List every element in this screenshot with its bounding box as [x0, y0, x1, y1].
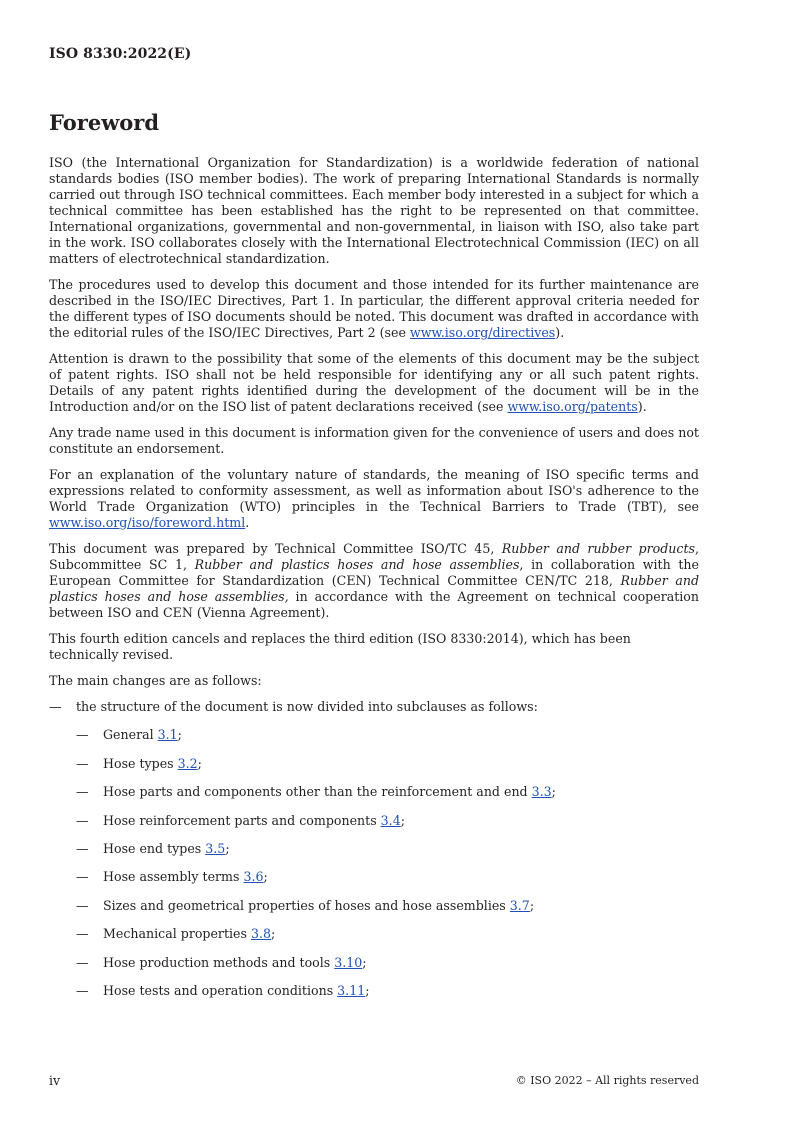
dash-bullet: — — [76, 982, 89, 998]
dash-bullet: — — [76, 954, 89, 970]
paragraph-patents: Attention is drawn to the possibility that some of the elements of this document may be the subject of patent rights. ISO shall not be held responsible for identifying any or all such patent rights. Details of any patent rights identified during the development of the document will be in the Introduction and/or on the ISO list of patent declarations received (see www.iso.org/patents). — [49, 351, 699, 414]
paragraph-trade-name: Any trade name used in this document is information given for the convenience of users and does not constitute an endorsement. — [49, 425, 699, 456]
link-patents[interactable]: www.iso.org/patents — [507, 399, 638, 414]
dash-bullet: — — [76, 897, 89, 913]
subclause-punctuation: ; — [551, 784, 556, 800]
subclause-label: Hose assembly terms — [103, 869, 244, 885]
list-item — [76, 813, 699, 829]
subclause-link[interactable]: 3.2 — [177, 755, 198, 771]
dash-bullet: — — [76, 784, 89, 800]
list-item — [76, 983, 699, 999]
foreword-body — [49, 155, 699, 1011]
subclause-label: General — [103, 727, 158, 743]
dash-bullet: — — [76, 755, 89, 771]
dash-bullet: — — [76, 926, 89, 942]
subclause-list — [76, 727, 699, 999]
subclause-punctuation: ; — [263, 869, 268, 885]
subclause-label: Mechanical properties — [103, 926, 251, 942]
subclause-punctuation: ; — [177, 727, 182, 743]
document-header-id: ISO 8330:2022(E) — [49, 46, 192, 62]
subclause-link[interactable]: 3.6 — [243, 869, 264, 885]
list-item — [76, 841, 699, 857]
paragraph-voluntary-nature: For an explanation of the voluntary nature of standards, the meaning of ISO specific terms and expressions related to conformity assessment, as well as information about ISO's adherence to the World Trade Organization (WTO) principles in the Technical Barriers to Trade (TBT), see www.iso.org/iso/foreword.html. — [49, 467, 699, 530]
subclause-link[interactable]: 3.7 — [509, 897, 530, 913]
dash-bullet: — — [49, 699, 62, 714]
subclause-label: Hose parts and components other than the reinforcement and end — [103, 784, 532, 800]
subclause-label: Hose production methods and tools — [103, 954, 335, 970]
list-item — [76, 784, 699, 800]
paragraph-main-changes: The main changes are as follows: — [49, 673, 262, 688]
list-item — [76, 756, 699, 772]
paragraph-prepared-by: This document was prepared by Technical Committee ISO/TC 45, Rubber and rubber products, Subcommittee SC 1, Rubber and plastics hoses and hose assemblies, in collaboration with the European Committee for Standardization (CEN) Technical Committee CEN/TC 218, Rubber and plastics hoses and hose assemblies, in accordance with the Agreement on technical cooperation between ISO and CEN (Vienna Agreement). — [49, 541, 700, 620]
copyright-notice: © ISO 2022 – All rights reserved — [515, 1074, 699, 1087]
dash-bullet: — — [76, 812, 89, 828]
list-item — [76, 898, 699, 914]
subclause-label: Hose end types — [103, 840, 206, 856]
subclause-punctuation: ; — [225, 840, 230, 856]
list-item — [76, 727, 699, 743]
subclause-label: Hose reinforcement parts and components — [103, 812, 381, 828]
subclause-label: Hose tests and operation conditions — [103, 982, 338, 998]
subclause-link[interactable]: 3.5 — [205, 840, 226, 856]
subclause-link[interactable]: 3.3 — [531, 784, 552, 800]
subclause-punctuation: ; — [529, 897, 535, 913]
subclause-link[interactable]: 3.8 — [250, 926, 271, 942]
subclause-punctuation: ; — [271, 926, 276, 942]
list-item: — the structure of the document is now divided into subclauses as follows: — General 3.1; — Hose types 3.2; — Hose parts and components other than the reinforcement and end 3.3; — Hose reinforcement parts and components 3.4; — Hose end types 3.5; — Hose assembly terms 3.6; — Sizes and geometrical properties of hoses and hose assemblies 3.7; — Mechanical properties 3.8; — Hose production methods and tools 3.10; — Hose tests and operation conditions 3.11; — [49, 699, 699, 999]
list-item — [76, 869, 699, 885]
subclause-link[interactable]: 3.1 — [157, 727, 178, 743]
changes-list — [49, 699, 699, 999]
subclause-punctuation: ; — [362, 954, 367, 970]
subclause-link[interactable]: 3.10 — [334, 954, 363, 970]
link-directives[interactable]: www.iso.org/directives — [409, 325, 556, 340]
list-item — [76, 955, 699, 971]
subclause-punctuation: ; — [400, 812, 405, 828]
subclause-link[interactable]: 3.4 — [380, 812, 401, 828]
subclause-label: Hose types — [103, 755, 178, 771]
subclause-punctuation: ; — [197, 755, 202, 771]
page-number: iv — [49, 1073, 61, 1088]
dash-bullet: — — [76, 840, 89, 856]
page-title: Foreword — [49, 110, 160, 135]
list-item — [76, 926, 699, 942]
paragraph-edition: This fourth edition cancels and replaces the third edition (ISO 8330:2014), which has been technically revised. — [49, 631, 631, 662]
link-foreword[interactable]: www.iso.org/iso/foreword.html — [49, 515, 246, 530]
subclause-label: Sizes and geometrical properties of hoses and hose assemblies — [103, 897, 510, 913]
dash-bullet: — — [76, 869, 89, 885]
subclause-punctuation: ; — [365, 982, 370, 998]
paragraph-procedures: The procedures used to develop this document and those intended for its further maintenance are described in the ISO/IEC Directives, Part 1. In particular, the different approval criteria needed for the different types of ISO documents should be noted. This document was drafted in accordance with the editorial rules of the ISO/IEC Directives, Part 2 (see www.iso.org/directives). — [49, 277, 699, 340]
subclause-link[interactable]: 3.11 — [337, 982, 366, 998]
paragraph-iso-intro: ISO (the International Organization for Standardization) is a worldwide federation of national standards bodies (ISO member bodies). The work of preparing International Standards is normally carried out through ISO technical committees. Each member body interested in a subject for which a technical committee has been established has the right to be represented on that committee. International organizations, governmental and non-governmental, in liaison with ISO, also take part in the work. ISO collaborates closely with the International Electrotechnical Commission (IEC) on all matters of electrotechnical standardization. — [49, 155, 699, 266]
dash-bullet: — — [76, 727, 89, 743]
